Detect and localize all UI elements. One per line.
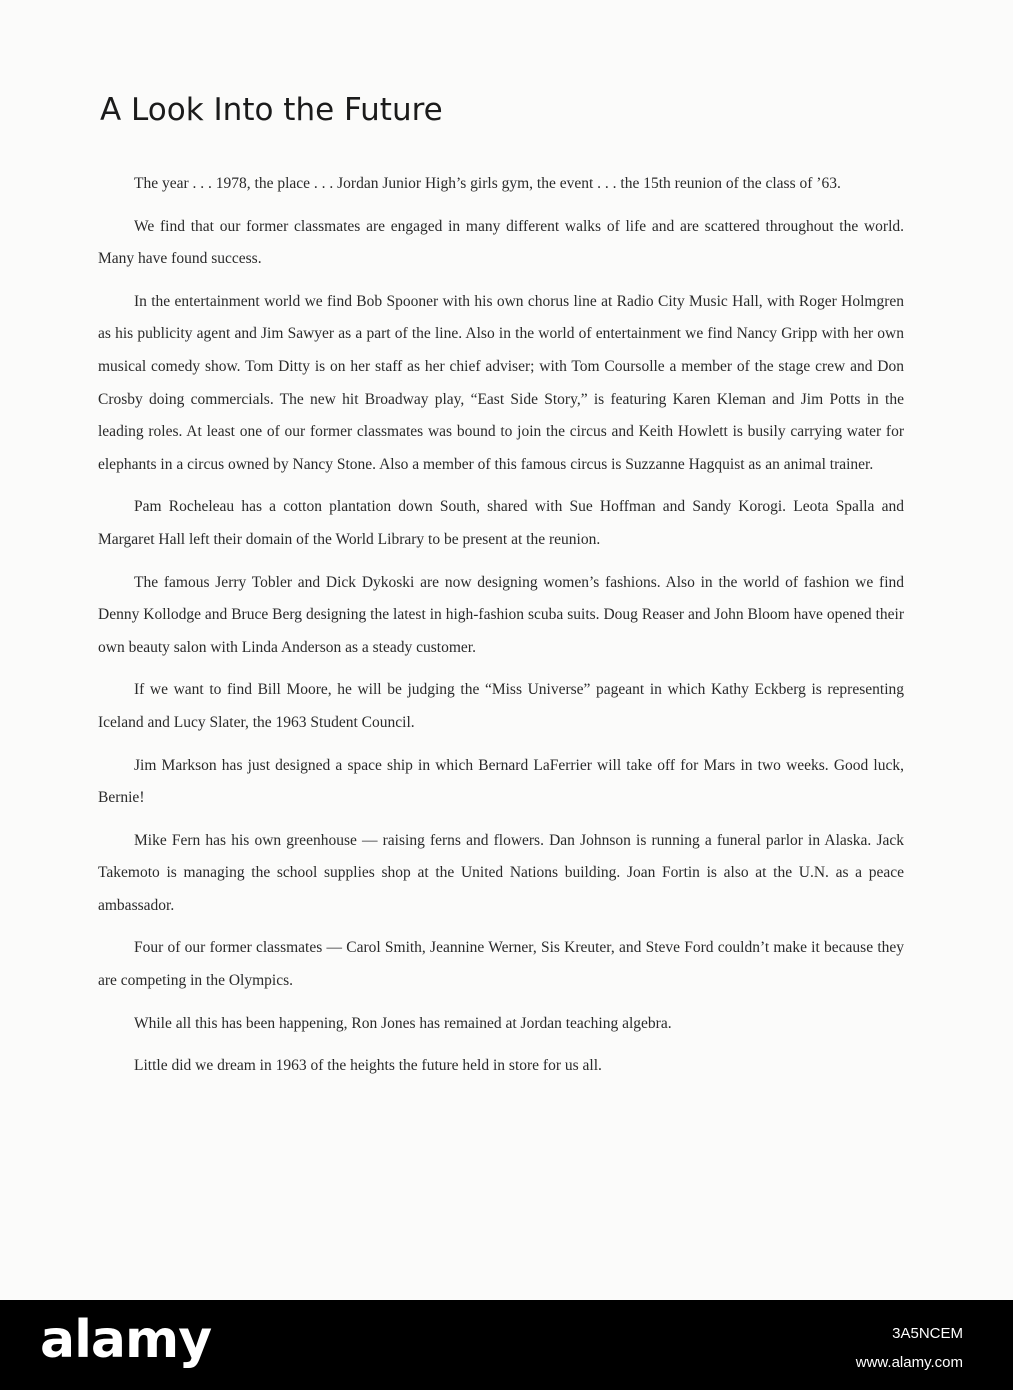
paragraph-reunion-intro: The year . . . 1978, the place . . . Jordan Junior High’s girls gym, the event . . . the 15th reunion of the class of ’63.	[134, 175, 841, 192]
paragraph-plantation: Pam Rocheleau has a cotton plantation down South, shared with Sue Hoffman and Sandy Korogi. Leota Spalla and Margaret Hall left their domain of the World Library to be present at the reunion.	[98, 498, 904, 548]
paragraph-entertainment: In the entertainment world we find Bob Spooner with his own chorus line at Radio City Music Hall, with Roger Holmgren as his publicity agent and Jim Sawyer as a part of the line. Also in the world of entertainment we find Nancy Gripp with her own musical comedy show. Tom Ditty is on her staff as her chief adviser; with Tom Coursolle a member of the stage crew and Don Crosby doing commercials. The new hit Broadway play, “East Side Story,” is featuring Karen Kleman and Jim Potts in the leading roles. At least one of our former classmates was bound to join the circus and Keith Howlett is busily carrying water for elephants in a circus owned by Nancy Stone. Also a member of this famous circus is Suzzanne Hagquist as an animal trainer.	[98, 292, 904, 473]
image-id-label: 3A5NCEM	[892, 1325, 963, 1342]
paragraph-fashion: The famous Jerry Tobler and Dick Dykoski are now designing women’s fashions. Also in the world of fashion we find Denny Kollodge and Bruce Berg designing the latest in high-fashion scuba suits. Doug Reaser and John Bloom have opened their own beauty salon with Linda Anderson as a steady customer.	[98, 573, 904, 656]
paragraph-algebra: While all this has been happening, Ron Jones has remained at Jordan teaching algebra.	[134, 1014, 672, 1032]
paragraph-olympics: Four of our former classmates — Carol Smith, Jeannine Werner, Sis Kreuter, and Steve Ford couldn’t make it because they are competing in the Olympics.	[98, 939, 904, 990]
alamy-logo: alamy	[40, 1310, 212, 1370]
paragraph-greenhouse: Mike Fern has his own greenhouse — raising ferns and flowers. Dan Johnson is running a funeral parlor in Alaska. Jack Takemoto is managing the school supplies shop at the United Nations building. Joan Fortin is also at the U.N. as a peace ambassador.	[98, 831, 904, 914]
paragraph-classmates-scattered: We find that our former classmates are engaged in many different walks of life and are scattered throughout the world. Many have found success.	[98, 217, 904, 268]
watermark-url: www.alamy.com	[855, 1354, 963, 1371]
page-title: A Look Into the Future	[100, 92, 443, 128]
paragraph-closing: Little did we dream in 1963 of the heights the future held in store for us all.	[134, 1057, 602, 1075]
watermark-footer-bar	[0, 1300, 1013, 1390]
paragraph-space-ship: Jim Markson has just designed a space ship in which Bernard LaFerrier will take off for Mars in two weeks. Good luck, Bernie!	[98, 756, 904, 807]
article-body	[98, 168, 904, 1093]
paragraph-pageant: If we want to find Bill Moore, he will be judging the “Miss Universe” pageant in which Kathy Eckberg is representing Iceland and Lucy Slater, the 1963 Student Council.	[98, 681, 904, 731]
